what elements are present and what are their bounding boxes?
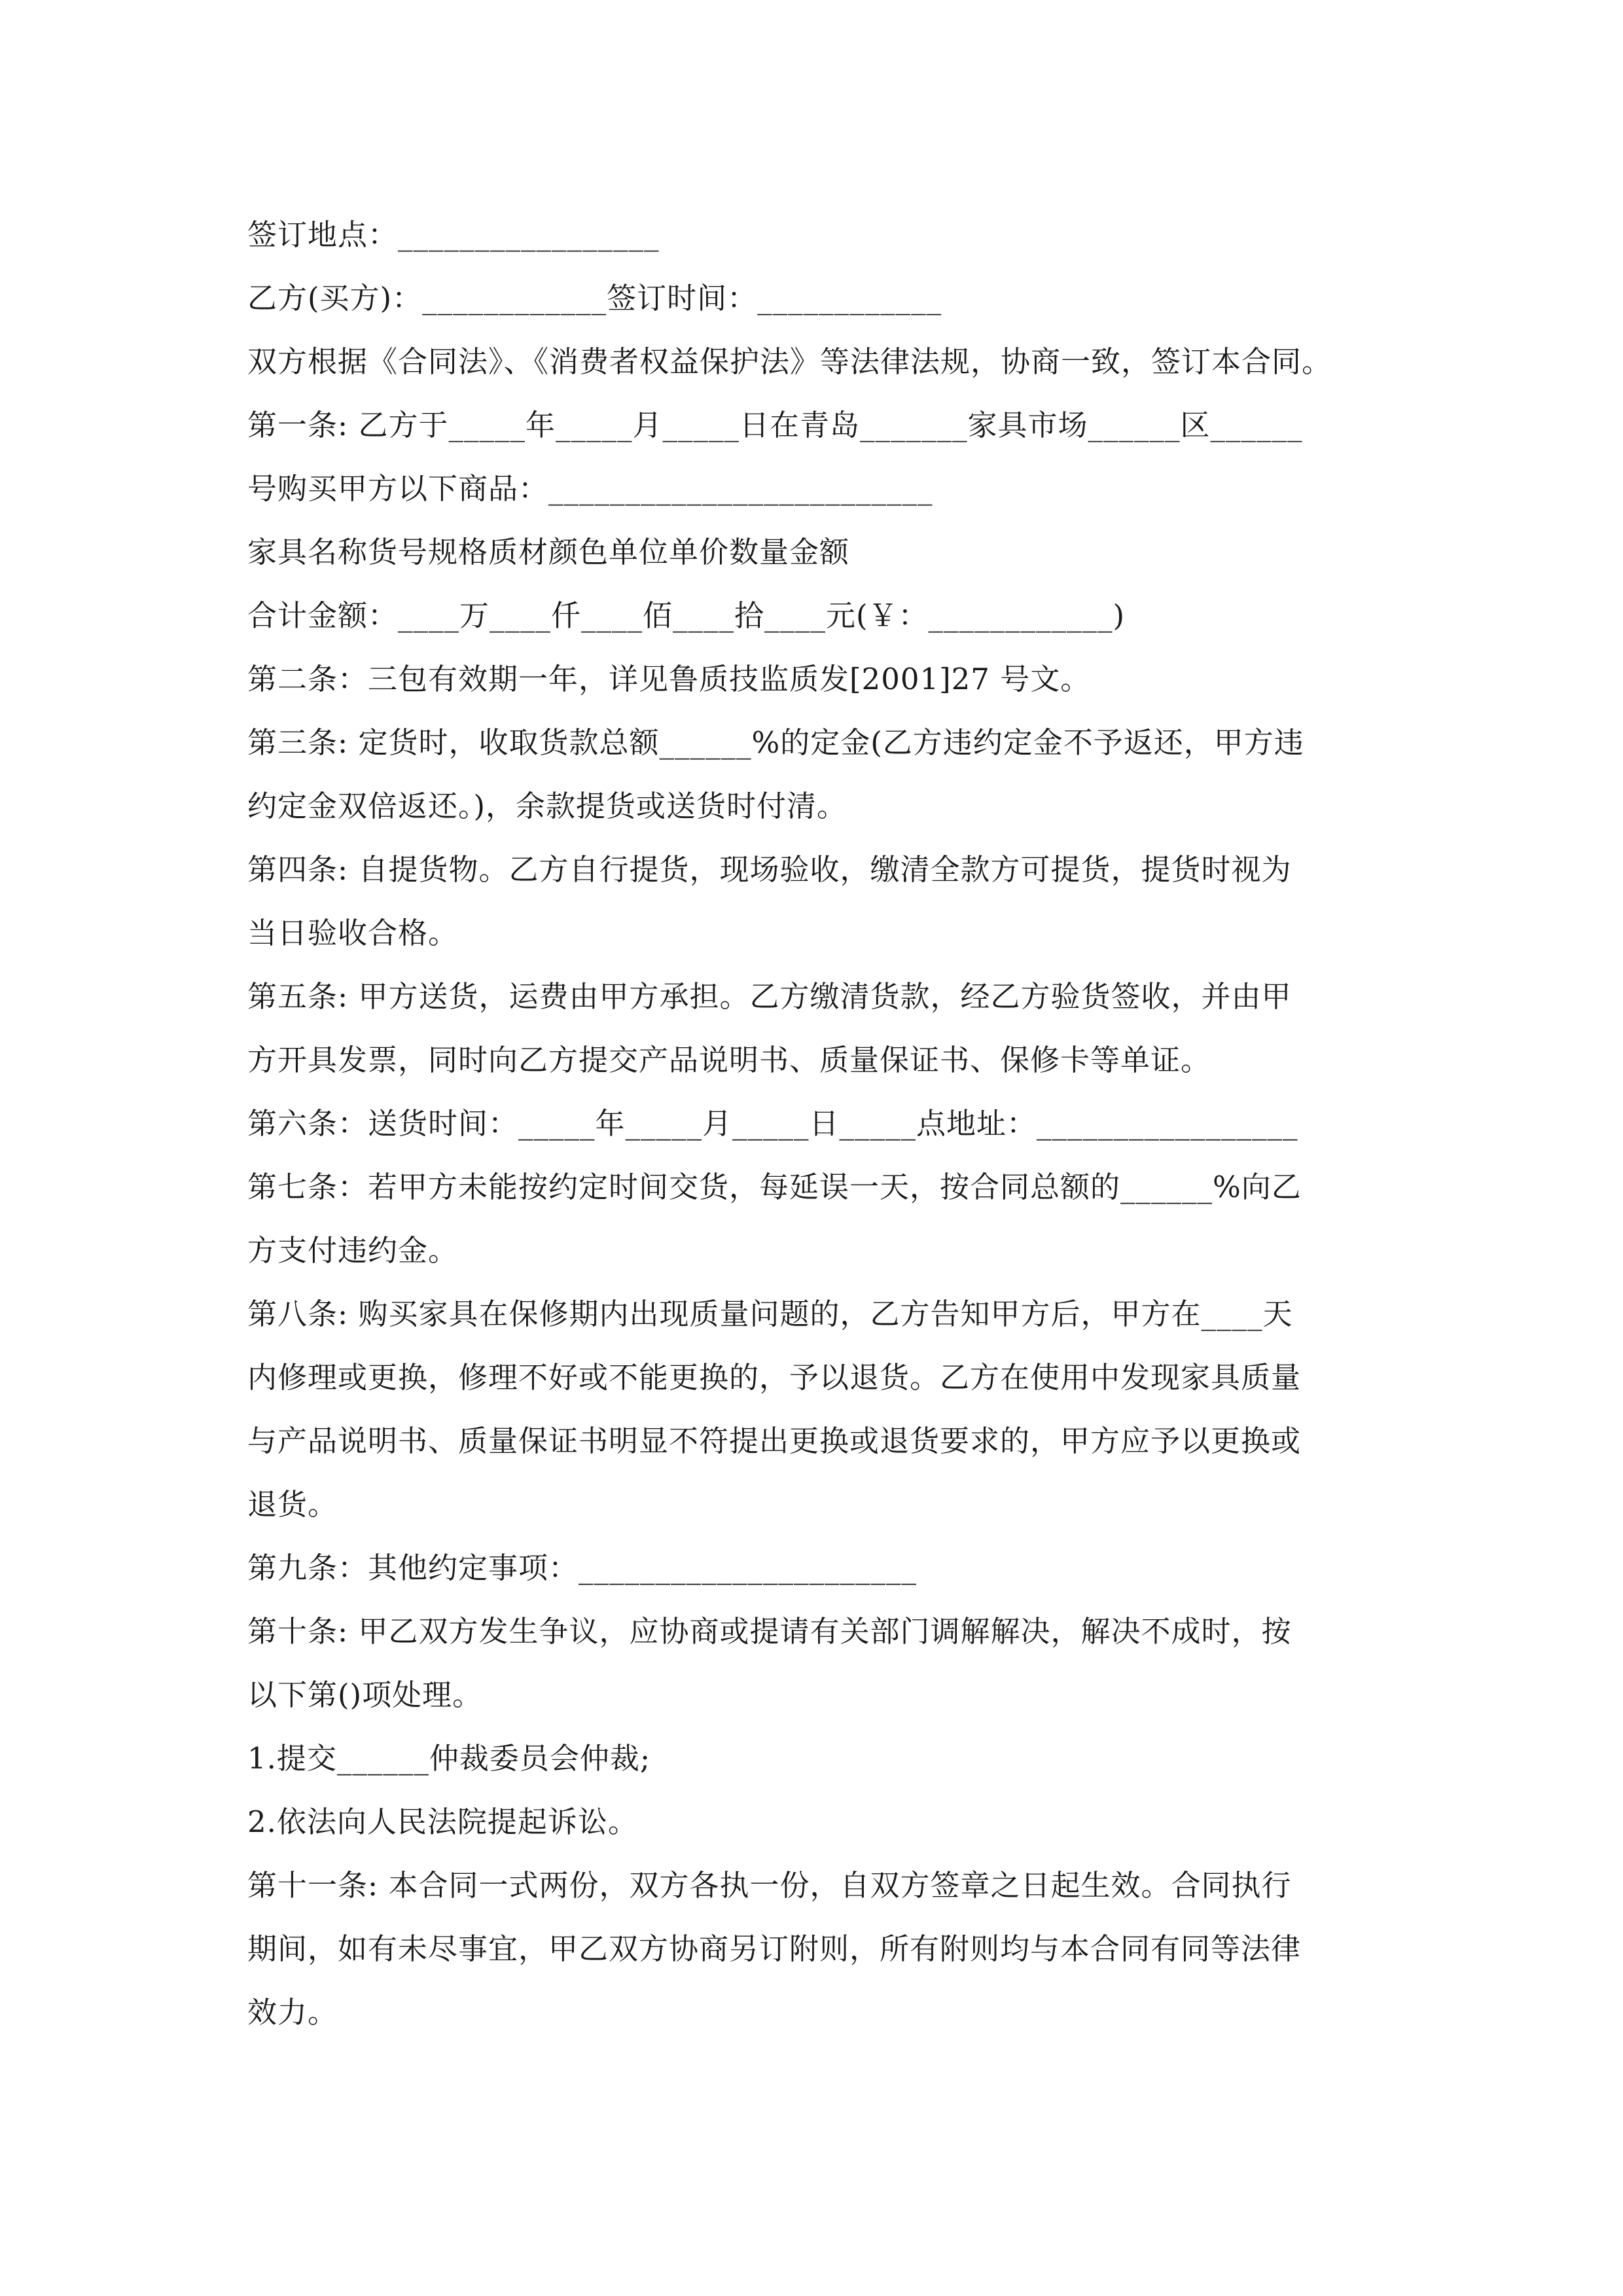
- article-8-line-1: 第八条: 购买家具在保修期内出现质量问题的，乙方告知甲方后，甲方在____天: [247, 1297, 1293, 1331]
- article-5-line-2: 方开具发票，同时向乙方提交产品说明书、质量保证书、保修卡等单证。: [247, 1043, 1211, 1077]
- article-1-line-2: 号购买甲方以下商品：_________________________: [247, 471, 933, 506]
- article-4-line-1: 第四条: 自提货物。乙方自行提货，现场验收，缴清全款方可提货，提货时视为: [247, 852, 1292, 887]
- article-7-line-1: 第七条：若甲方未能按约定时间交货，每延误一天，按合同总额的______%向乙: [247, 1170, 1302, 1204]
- article-7-line-2: 方支付违约金。: [247, 1233, 459, 1268]
- goods-header-line: 家具名称货号规格质材颜色单位单价数量金额: [247, 535, 850, 569]
- article-5-line-1: 第五条: 甲方送货，运费由甲方承担。乙方缴清货款，经乙方验货签收，并由甲: [247, 979, 1292, 1014]
- article-8-line-2: 内修理或更换，修理不好或不能更换的，予以退货。乙方在使用中发现家具质量: [247, 1360, 1302, 1395]
- article-10-line-1: 第十条: 甲乙双方发生争议，应协商或提请有关部门调解解决，解决不成时，按: [247, 1614, 1292, 1649]
- article-11-line-2: 期间，如有未尽事宜，甲乙双方协商另订附则，所有附则均与本合同有同等法律: [247, 1931, 1302, 1966]
- article-1-line-1: 第一条: 乙方于_____年_____月_____日在青岛_______家具市场______区______: [247, 408, 1303, 442]
- article-11-line-3: 效力。: [247, 1995, 338, 2030]
- total-amount-line: 合计金额：____万____仟____佰____拾____元(￥：____________): [247, 598, 1126, 633]
- article-3-line-1: 第三条: 定货时，收取货款总额______%的定金(乙方违约定金不予返还，甲方违: [247, 725, 1304, 760]
- dispute-option-1: 1.提交______仲裁委员会仲裁;: [247, 1741, 651, 1776]
- preamble-line: 双方根据《合同法》、《消费者权益保护法》等法律法规，协商一致，签订本合同。: [247, 344, 1332, 379]
- article-6-line: 第六条：送货时间：_____年_____月_____日_____点地址：_________________: [247, 1106, 1298, 1141]
- article-8-line-4: 退货。: [247, 1487, 338, 1522]
- article-9-line: 第九条：其他约定事项：______________________: [247, 1551, 918, 1585]
- article-8-line-3: 与产品说明书、质量保证书明显不符提出更换或退货要求的，甲方应予以更换或: [247, 1424, 1302, 1458]
- article-4-line-2: 当日验收合格。: [247, 916, 459, 950]
- article-3-line-2: 约定金双倍返还。)，余款提货或送货时付清。: [247, 789, 847, 823]
- contract-body: [247, 203, 1386, 2044]
- party-b-line: 乙方(买方)：____________签订时间：____________: [247, 281, 942, 315]
- article-10-line-2: 以下第()项处理。: [247, 1677, 483, 1712]
- article-11-line-1: 第十一条: 本合同一式两份，双方各执一份，自双方签章之日起生效。合同执行: [247, 1868, 1292, 1903]
- dispute-option-2: 2.依法向人民法院提起诉讼。: [247, 1804, 638, 1839]
- signing-place-line: 签订地点：_________________: [247, 217, 660, 252]
- article-2-line: 第二条：三包有效期一年，详见鲁质技监质发[2001]27 号文。: [247, 662, 1091, 696]
